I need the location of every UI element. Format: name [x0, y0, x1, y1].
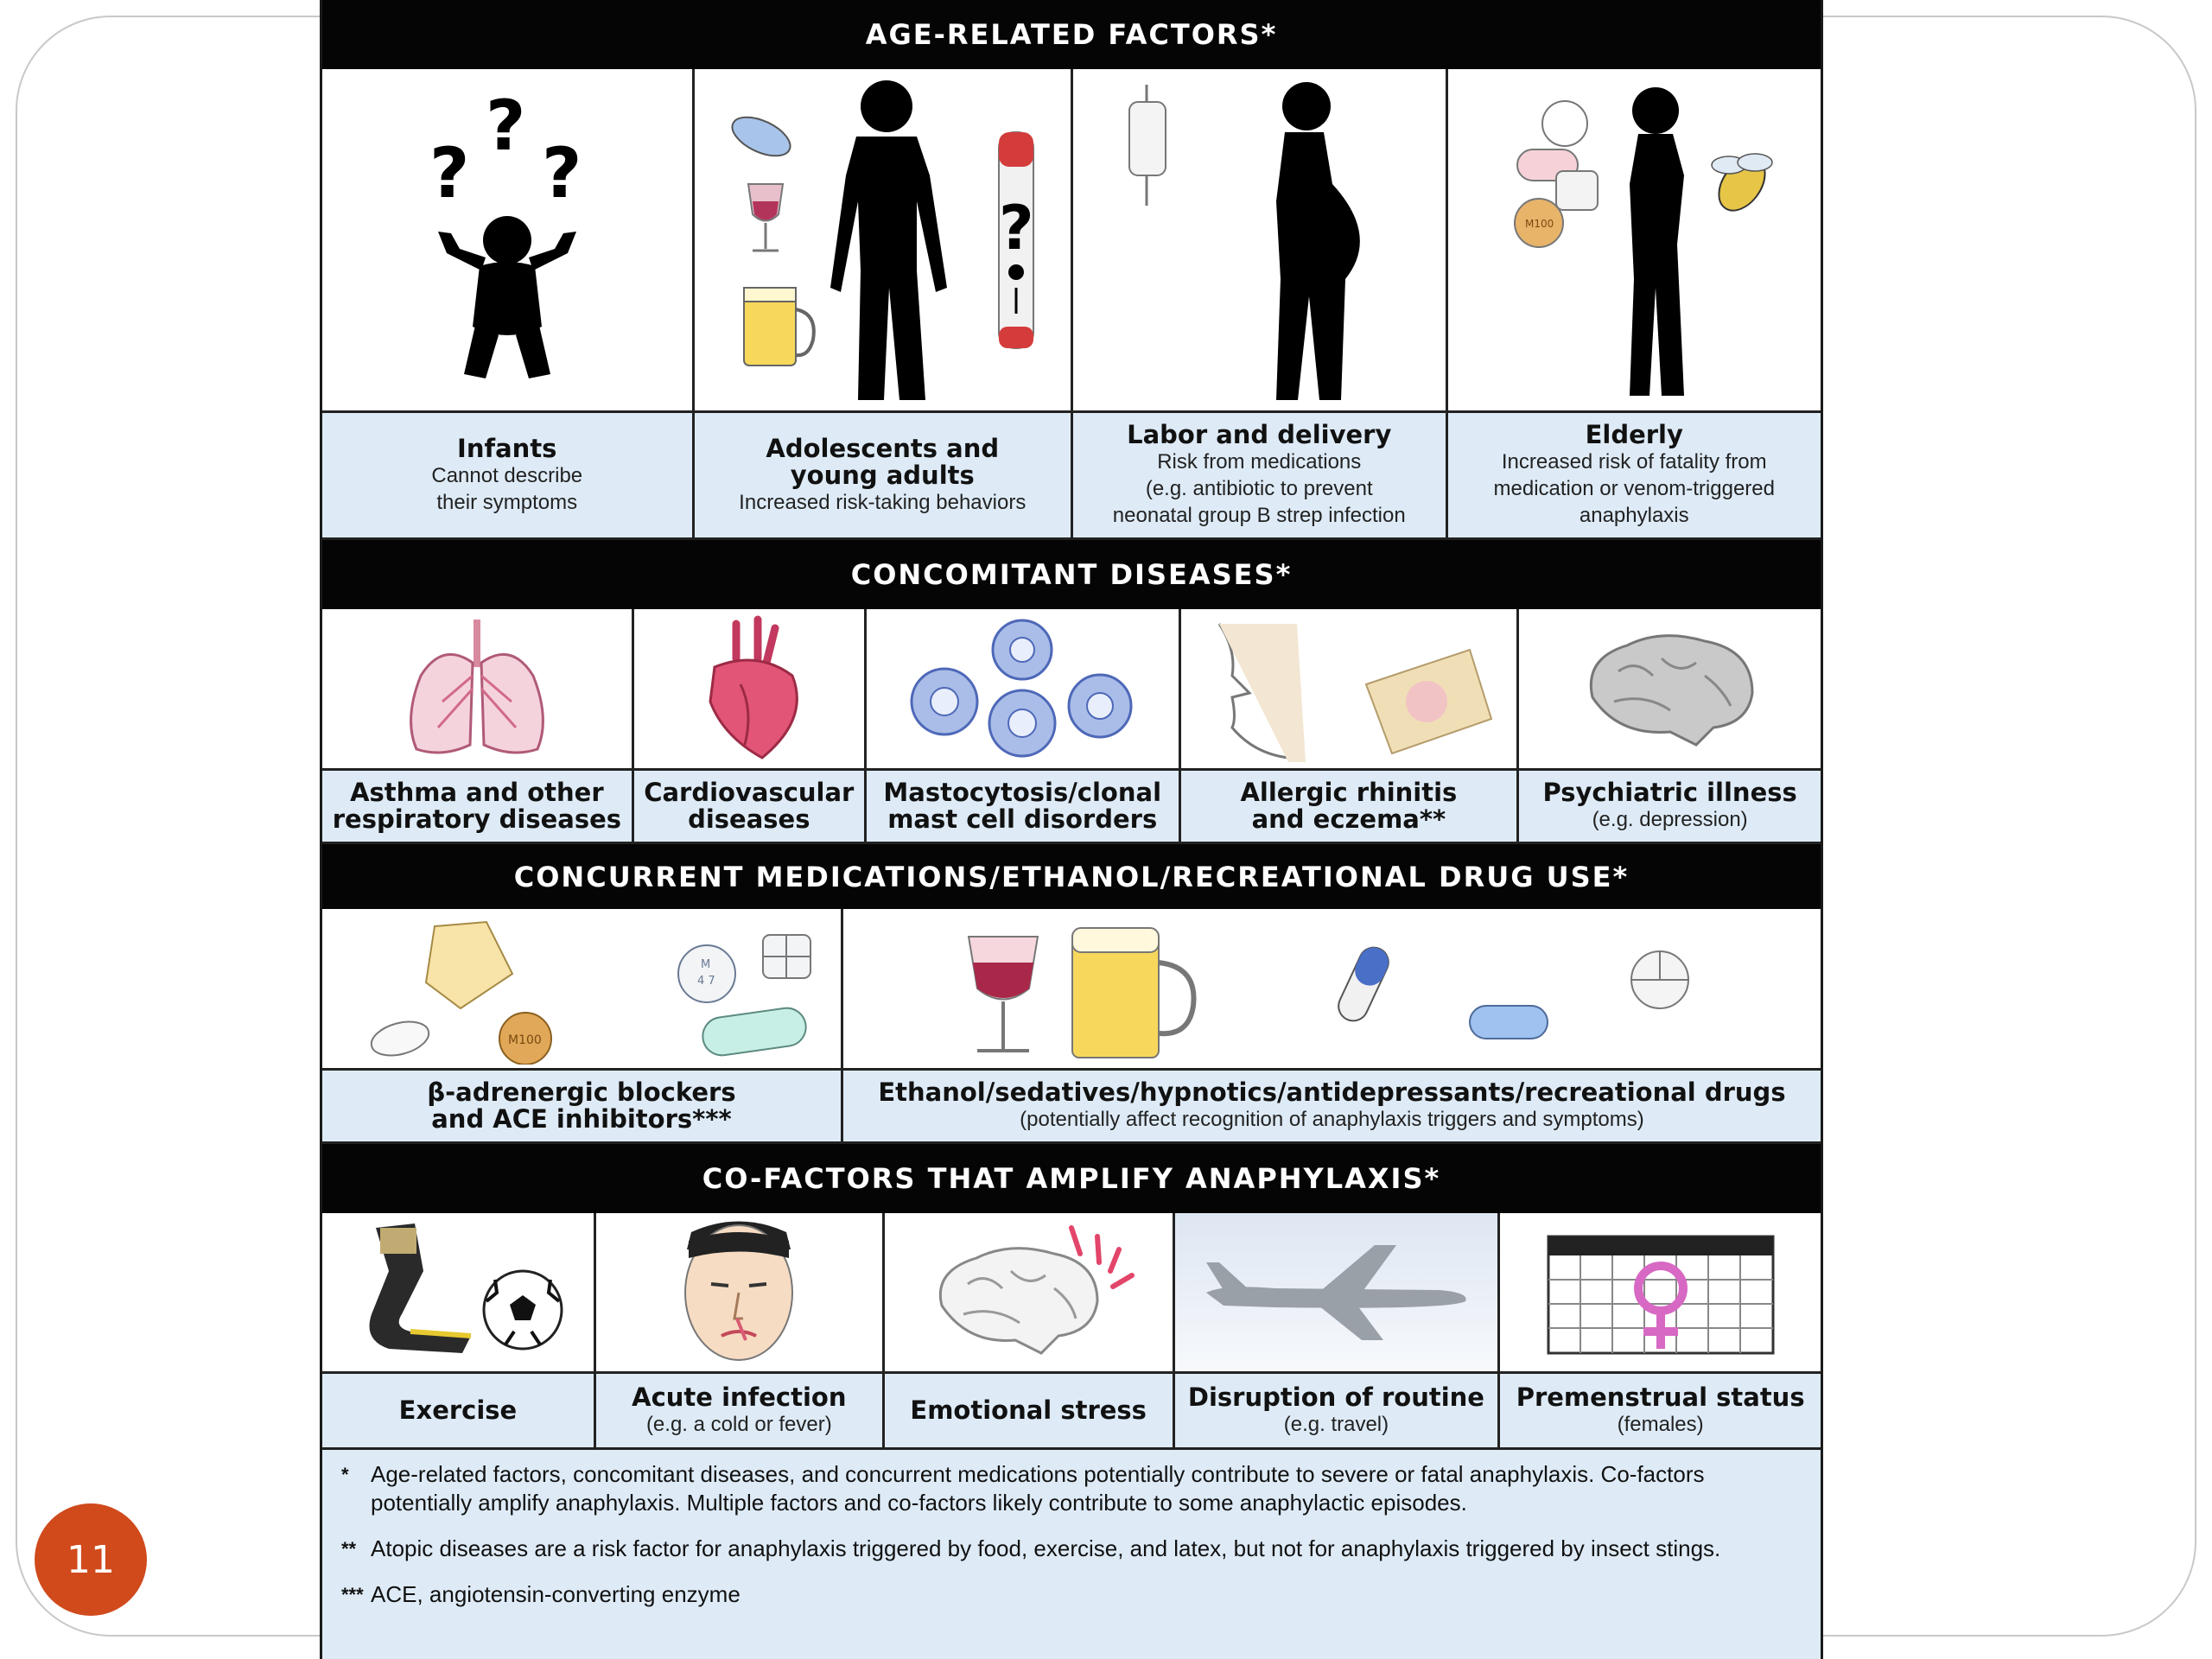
nose-skin-icon	[1193, 615, 1504, 762]
medication-labels-row	[322, 1071, 1821, 1144]
label-title: Infants	[457, 433, 557, 463]
label-title: Elderly	[1585, 420, 1683, 449]
infant-image-cell	[322, 69, 695, 410]
label-subtitle: (potentially affect recognition of anaphylaxis triggers and symptoms)	[1020, 1108, 1644, 1131]
label-title: Allergic rhinitis and eczema**	[1240, 778, 1458, 834]
section-header-diseases: CONCOMITANT DISEASES*	[322, 540, 1821, 609]
footnote	[341, 1460, 1786, 1517]
label-title: Psychiatric illness	[1542, 778, 1797, 807]
label-subtitle: Risk from medications (e.g. antibiotic to prevent neonatal group B strep infection	[1112, 450, 1406, 527]
soccer-ball-icon	[341, 1219, 575, 1366]
person-silhouette-icon	[701, 72, 1064, 409]
footnote-mark: *	[341, 1464, 349, 1485]
footnote-text: ACE, angiotensin-converting enzyme	[371, 1581, 741, 1607]
elderly-person-icon	[1461, 72, 1807, 409]
label-asthma	[322, 771, 634, 842]
wine-beer-icon	[899, 911, 1764, 1066]
label-title: Adolescents and young adults	[766, 433, 1000, 490]
footnote	[341, 1580, 1786, 1609]
cofactor-labels-row	[322, 1374, 1821, 1450]
label-mastocytosis	[867, 771, 1181, 842]
label-subtitle: (females)	[1617, 1412, 1704, 1436]
label-emotional-stress	[885, 1374, 1175, 1447]
ethanol-image-cell	[843, 909, 1821, 1068]
footnote-mark: **	[341, 1538, 357, 1560]
footnote-text: Atopic diseases are a risk factor for anaphylaxis triggered by food, exercise, and latex, but not for anaphylaxis triggered by insect stings.	[371, 1535, 1721, 1561]
labor-image-cell	[1073, 69, 1448, 410]
infection-image-cell	[596, 1213, 885, 1371]
label-title: Labor and delivery	[1127, 420, 1392, 449]
mast-cell-image-cell	[867, 609, 1181, 768]
label-exercise	[322, 1374, 596, 1447]
calendar-female-icon	[1531, 1228, 1790, 1357]
label-title: β-adrenergic blockers and ACE inhibitors***	[427, 1077, 736, 1134]
brain-icon	[1567, 624, 1774, 753]
sick-face-icon	[635, 1215, 842, 1370]
svg-text:?: ?	[999, 192, 1034, 264]
premenstrual-image-cell	[1500, 1213, 1821, 1371]
label-title: Exercise	[398, 1395, 518, 1425]
mast-cell-icon	[893, 615, 1152, 762]
svg-text:?: ?	[485, 85, 526, 166]
label-title: Acute infection	[632, 1382, 847, 1412]
pill-imprint-brown: M100	[507, 1033, 542, 1047]
baby-silhouette-icon	[378, 85, 637, 396]
age-labels-row	[322, 413, 1821, 540]
heart-image-cell	[634, 609, 867, 768]
age-images-row	[322, 69, 1821, 413]
stressed-brain-icon	[907, 1219, 1149, 1366]
svg-text:?: ?	[429, 132, 470, 213]
brain-image-cell	[1519, 609, 1821, 768]
label-subtitle: (e.g. a cold or fever)	[645, 1412, 832, 1436]
label-title: Premenstrual status	[1516, 1382, 1805, 1412]
label-subtitle: (e.g. depression)	[1592, 808, 1748, 831]
label-title: Ethanol/sedatives/hypnotics/antidepressants/recreational drugs	[878, 1077, 1786, 1107]
footnote	[341, 1535, 1786, 1563]
label-elderly	[1448, 413, 1821, 537]
label-infants	[322, 413, 695, 537]
lungs-image-cell	[322, 609, 634, 768]
label-psychiatric	[1519, 771, 1821, 842]
section-header-cofactors: CO-FACTORS THAT AMPLIFY ANAPHYLAXIS*	[322, 1144, 1821, 1213]
cofactor-images-row	[322, 1213, 1821, 1374]
label-title: Cardiovascular diseases	[644, 778, 855, 834]
medication-images-row	[322, 909, 1821, 1071]
label-adolescents	[695, 413, 1073, 537]
disease-images-row	[322, 609, 1821, 771]
pregnant-woman-icon	[1086, 72, 1432, 409]
label-subtitle: Increased risk of fatality from medication or venom-triggered anaphylaxis	[1493, 450, 1775, 527]
label-title: Emotional stress	[910, 1395, 1147, 1425]
label-ethanol-drugs	[843, 1071, 1821, 1141]
footnotes	[322, 1450, 1821, 1659]
airplane-icon	[1189, 1228, 1483, 1357]
beta-blocker-image-cell	[322, 909, 843, 1068]
exercise-image-cell	[322, 1213, 596, 1371]
rhinitis-image-cell	[1181, 609, 1520, 768]
section-header-medications: CONCURRENT MEDICATIONS/ETHANOL/RECREATIONAL DRUG USE*	[322, 844, 1821, 909]
label-acute-infection	[596, 1374, 885, 1447]
label-title: Asthma and other respiratory diseases	[332, 778, 622, 834]
svg-text:4 7: 4 7	[696, 974, 715, 988]
label-cardiovascular	[634, 771, 867, 842]
label-beta-blockers	[322, 1071, 843, 1141]
travel-image-cell	[1175, 1213, 1501, 1371]
label-allergic-rhinitis	[1181, 771, 1520, 842]
svg-text:?: ?	[541, 132, 582, 213]
footnote-mark: ***	[341, 1584, 364, 1605]
label-subtitle: (e.g. travel)	[1283, 1412, 1389, 1436]
pills-icon	[340, 913, 823, 1065]
label-subtitle: Increased risk-taking behaviors	[739, 490, 1027, 514]
footnote-text: Age-related factors, concomitant diseases, and concurrent medications potentially contribute to severe or fatal anaphylaxis. Co-factors potentially amplify anaphylaxis. Multiple factors and co-factors likely contribute to some anaphylactic episodes.	[371, 1461, 1705, 1516]
section-header-age: AGE-RELATED FACTORS*	[322, 0, 1821, 69]
pill-imprint: M100	[1525, 217, 1554, 230]
adolescent-image-cell	[695, 69, 1073, 410]
anaphylaxis-factors-figure	[320, 0, 1823, 1659]
label-disruption	[1175, 1374, 1501, 1447]
slide-number-badge: 11	[35, 1503, 147, 1616]
label-title: Disruption of routine	[1187, 1382, 1484, 1412]
svg-text:M: M	[700, 957, 711, 971]
label-title: Mastocytosis/clonal mast cell disorders	[883, 778, 1162, 834]
label-premenstrual	[1500, 1374, 1821, 1447]
heart-icon	[680, 615, 818, 762]
lungs-icon	[391, 615, 563, 762]
emotional-stress-image-cell	[885, 1213, 1175, 1371]
elderly-image-cell	[1448, 69, 1821, 410]
label-labor	[1073, 413, 1448, 537]
disease-labels-row	[322, 771, 1821, 844]
label-subtitle: Cannot describe their symptoms	[431, 463, 583, 514]
